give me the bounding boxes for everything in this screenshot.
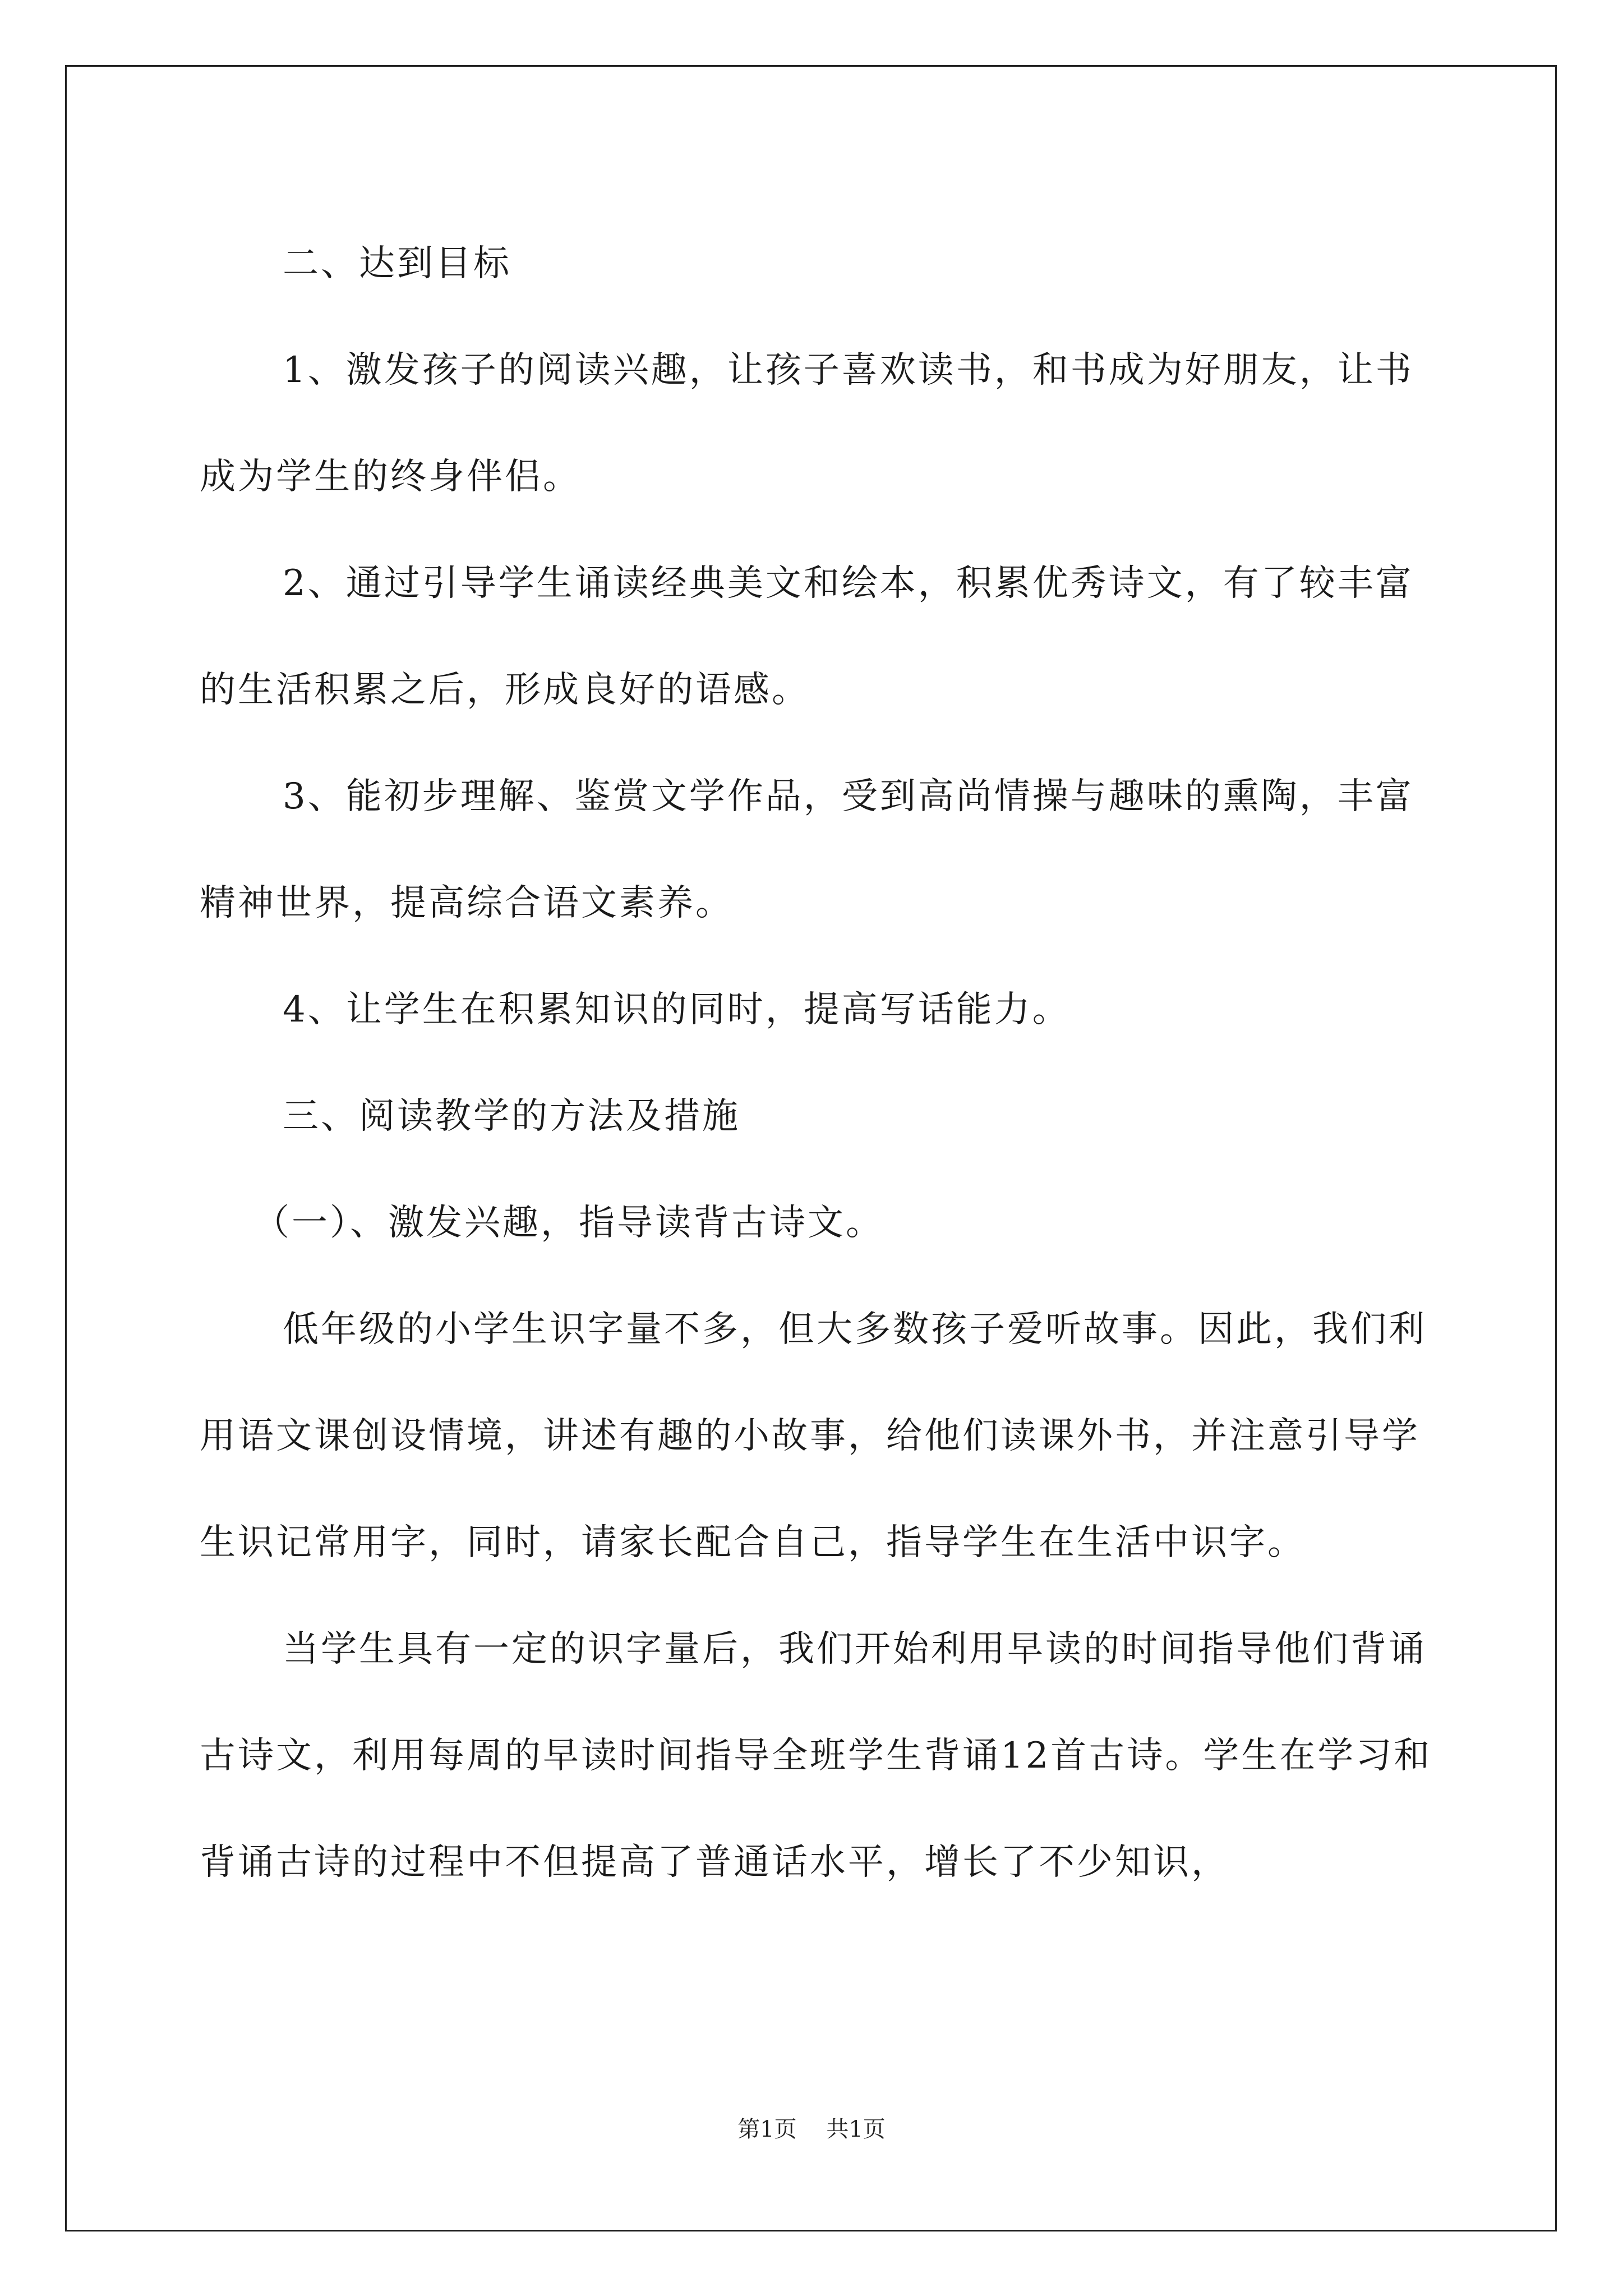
- goal-item-3: 3、能初步理解、鉴赏文学作品，受到高尚情操与趣味的熏陶，丰富精神世界，提高综合语文素养。: [200, 776, 1414, 924]
- body-paragraph: 低年级的小学生识字量不多，但大多数孩子爱听故事。因此，我们利用语文课创设情境，讲述有趣的小故事，给他们读课外书，并注意引导学生识记常用字，同时，请家长配合自己，指导学生在生活中识字。: [200, 1309, 1427, 1563]
- heading-goals: 二、达到目标: [283, 243, 511, 284]
- goal-item-4: 4、让学生在积累知识的同时，提高写话能力。: [283, 989, 1071, 1030]
- heading-methods: 三、阅读教学的方法及措施: [283, 1096, 740, 1137]
- page-footer: [0, 2116, 1623, 2143]
- page-total: 共1页: [826, 2116, 886, 2142]
- goal-item-1: 1、激发孩子的阅读兴趣，让孩子喜欢读书，和书成为好朋友，让书成为学生的终身伴侣。: [200, 349, 1414, 498]
- goal-item-2: 2、通过引导学生诵读经典美文和绘本，积累优秀诗文，有了较丰富的生活积累之后，形成良好的语感。: [200, 563, 1414, 711]
- subheading-method-1: （一）、激发兴趣，指导读背古诗文。: [253, 1202, 884, 1244]
- body-paragraph: 当学生具有一定的识字量后，我们开始利用早读的时间指导他们背诵古诗文，利用每周的早读时间指导全班学生背诵12首古诗。学生在学习和背诵古诗的过程中不但提高了普通话水平，增长了不少知识，: [200, 1628, 1432, 1883]
- page-number: 第1页: [737, 2116, 797, 2142]
- document-body: [200, 210, 1433, 1916]
